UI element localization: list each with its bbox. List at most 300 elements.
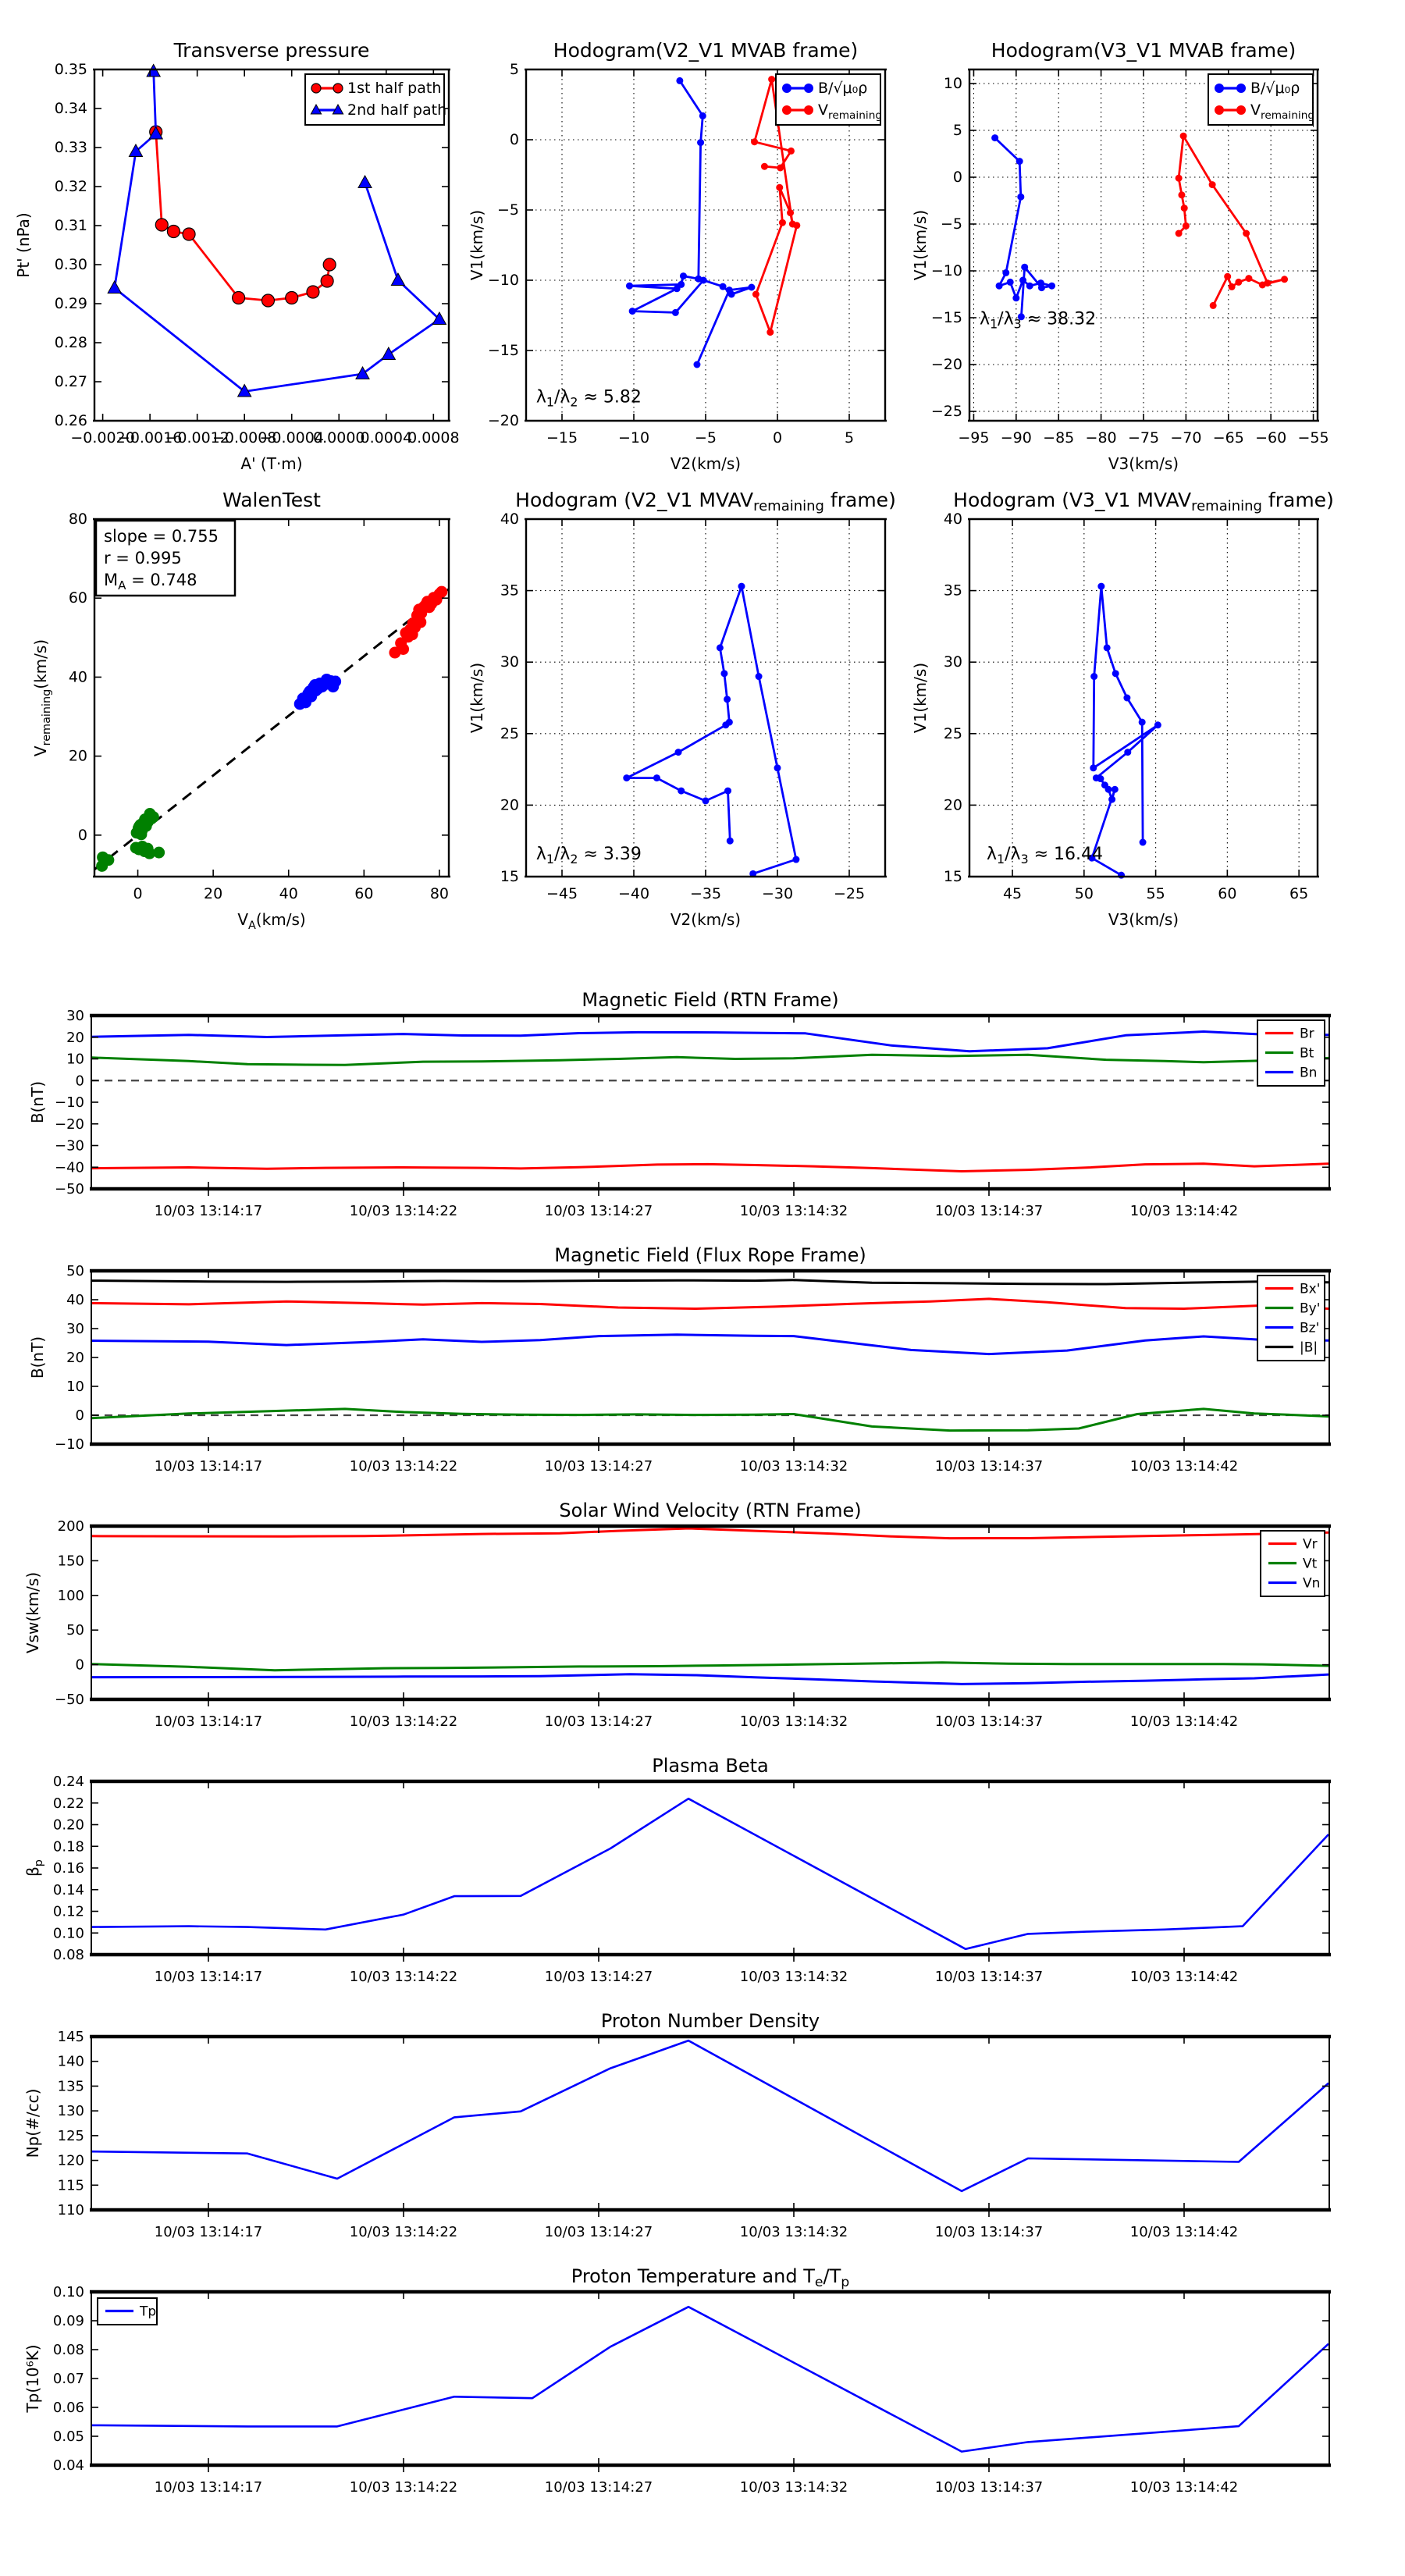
marker-dot (1215, 84, 1224, 93)
marker-dot (309, 679, 321, 691)
x-tick-label: 45 (1002, 885, 1023, 902)
series-line-By' (91, 1409, 1329, 1431)
y-tick-label: 0.06 (52, 2400, 84, 2416)
panel-title: Solar Wind Velocity (RTN Frame) (559, 1500, 862, 1521)
x-tick-label: 55 (1146, 885, 1165, 902)
x-tick-label: 60 (1218, 885, 1237, 902)
y-tick-label: 5 (952, 122, 962, 139)
y-tick-label: 20 (66, 1029, 84, 1046)
x-tick-label: 10/03 13:14:42 (1129, 1713, 1239, 1730)
marker-dot (1097, 583, 1104, 590)
marker-triangle (356, 367, 369, 379)
panel-title: Hodogram (V3_V1 $MVAV_{remaining}$ frame) (953, 489, 1334, 514)
y-tick-label: −10 (55, 1094, 84, 1111)
marker-dot (768, 76, 775, 83)
x-tick-label: −65 (1212, 429, 1244, 447)
panel-title: Magnetic Field (Flux Rope Frame) (554, 1244, 866, 1266)
marker-dot (693, 361, 700, 368)
y-tick-label: 10 (943, 75, 962, 92)
y-tick-label: −30 (55, 1137, 84, 1155)
legend-label: Tp (140, 2304, 157, 2320)
legend-label: Vr (1303, 1536, 1318, 1553)
series-line-V-path (627, 586, 796, 873)
x-tick-label: 10/03 13:14:27 (544, 1969, 653, 1985)
y-tick-label: 0.04 (52, 2457, 84, 2474)
series-line-Bz' (91, 1335, 1329, 1354)
marker-dot (724, 696, 731, 703)
marker-dot (1183, 222, 1190, 229)
y-tick-label: 110 (57, 2202, 84, 2218)
y-axis-label: V1(km/s) (468, 209, 486, 281)
x-tick-label: −60 (1255, 429, 1287, 447)
y-tick-label: −50 (55, 1692, 84, 1708)
marker-dot (1016, 158, 1023, 165)
marker-dot (1112, 786, 1119, 793)
y-tick-label: 0.32 (54, 178, 87, 195)
x-tick-label: 10/03 13:14:32 (739, 2479, 848, 2496)
y-tick-label: −15 (930, 309, 962, 326)
series-line-Bt (91, 1055, 1329, 1065)
panel-title: Transverse pressure (173, 39, 370, 62)
marker-dot (776, 184, 783, 191)
y-tick-label: 0.05 (52, 2428, 84, 2445)
x-tick-label: 40 (279, 885, 298, 902)
marker-dot (767, 329, 774, 336)
marker-dot (751, 138, 758, 145)
marker-dot (626, 283, 633, 290)
x-tick-label: 10/03 13:14:37 (934, 2224, 1044, 2240)
x-tick-label: 10/03 13:14:27 (544, 1203, 653, 1219)
x-tick-label: 65 (1289, 885, 1309, 902)
x-tick-label: 80 (429, 885, 450, 902)
y-axis-label: V1(km/s) (911, 209, 930, 281)
x-tick-label: −35 (689, 885, 722, 902)
x-tick-label: 50 (1074, 885, 1094, 902)
x-tick-label: −10 (617, 429, 650, 447)
marker-dot (1118, 872, 1125, 879)
x-tick-label: 10/03 13:14:22 (349, 1969, 458, 1985)
stats-line: $M_A = 0.748$ (104, 571, 197, 592)
series-line-Bx' (91, 1299, 1329, 1309)
x-tick-label: 10/03 13:14:37 (934, 2479, 1044, 2496)
y-axis-label: Np(#/cc) (23, 2088, 42, 2158)
legend-label: 2nd half path (347, 101, 447, 119)
y-tick-label: −40 (55, 1159, 84, 1176)
marker-dot (738, 583, 745, 590)
marker-dot (782, 105, 791, 115)
panel-title: Proton Temperature and $T_e/T_p$ (571, 2265, 850, 2290)
y-tick-label: 0.22 (52, 1795, 84, 1812)
y-tick-label: 80 (68, 511, 87, 528)
stats-line: r = 0.995 (104, 549, 182, 568)
x-axis-label: V2(km/s) (670, 454, 742, 473)
y-tick-label: 30 (500, 653, 519, 671)
x-tick-label: 10/03 13:14:37 (934, 1969, 1044, 1985)
marker-dot (1224, 273, 1231, 280)
y-tick-label: 0.08 (52, 2342, 84, 2358)
marker-dot (623, 774, 630, 781)
panel-t1 (28, 989, 1331, 1219)
legend-label: $V_{remaining}$ (818, 101, 883, 122)
x-axis-label: V3(km/s) (1108, 454, 1179, 473)
x-tick-label: 10/03 13:14:22 (349, 1458, 458, 1475)
marker-dot (1236, 105, 1246, 115)
marker-dot (702, 797, 710, 804)
x-tick-label: −0.0016 (117, 429, 183, 447)
legend-label: B/√μ₀ρ (818, 80, 868, 97)
marker-circle (333, 84, 343, 93)
x-tick-label: 10/03 13:14:32 (739, 1203, 848, 1219)
x-axis-label: A' (T·m) (240, 454, 303, 473)
y-tick-label: −10 (487, 272, 519, 289)
y-tick-label: 145 (57, 2029, 84, 2045)
y-tick-label: 0.09 (52, 2313, 84, 2329)
y-tick-label: 0.34 (54, 100, 87, 117)
panel-t2 (28, 1244, 1331, 1475)
marker-dot (699, 112, 706, 119)
panel-p5 (468, 489, 896, 929)
marker-dot (678, 788, 685, 795)
x-tick-label: 10/03 13:14:32 (739, 1458, 848, 1475)
marker-dot (1124, 749, 1131, 756)
stats-line: slope = 0.755 (104, 527, 219, 546)
marker-dot (724, 788, 731, 795)
lambda-annotation: $\lambda_1/\lambda_2 \approx 5.82$ (535, 387, 642, 410)
legend-label: Br (1300, 1026, 1314, 1042)
y-tick-label: 0.20 (52, 1816, 84, 1834)
marker-dot (1026, 283, 1033, 290)
marker-dot (1104, 644, 1111, 651)
panel-title: Hodogram (V2_V1 $MVAV_{remaining}$ frame) (515, 489, 896, 514)
marker-triangle (147, 65, 160, 76)
marker-circle (183, 228, 195, 240)
x-tick-label: 10/03 13:14:17 (154, 2224, 263, 2240)
marker-dot (752, 291, 759, 298)
lambda-annotation: $\lambda_1/\lambda_2 \approx 3.39$ (535, 845, 642, 867)
x-tick-label: 0.0008 (407, 429, 460, 447)
legend-label: |B| (1300, 1340, 1318, 1356)
y-axis-label: $V_{remaining}(km/s)$ (31, 639, 53, 757)
y-tick-label: −10 (55, 1436, 84, 1453)
x-tick-label: 10/03 13:14:42 (1129, 1458, 1239, 1475)
marker-dot (629, 308, 636, 315)
x-tick-label: −25 (833, 885, 866, 902)
y-tick-label: 20 (943, 796, 962, 814)
marker-dot (1235, 279, 1242, 286)
marker-dot (672, 309, 679, 316)
x-tick-label: 10/03 13:14:22 (349, 1713, 458, 1730)
x-tick-label: −15 (546, 429, 578, 447)
marker-dot (1019, 277, 1026, 284)
marker-dot (1123, 695, 1130, 702)
panel-title: Plasma Beta (652, 1755, 769, 1777)
marker-circle (155, 219, 168, 231)
lambda-annotation: $\lambda_1/\lambda_3 \approx 16.44$ (987, 845, 1104, 867)
x-tick-label: −45 (546, 885, 578, 902)
marker-dot (727, 838, 734, 845)
y-axis-label: V1(km/s) (468, 662, 486, 734)
y-tick-label: 135 (57, 2078, 84, 2095)
x-tick-label: 10/03 13:14:37 (934, 1713, 1044, 1730)
x-tick-label: −55 (1297, 429, 1329, 447)
x-tick-label: 20 (204, 885, 223, 902)
marker-dot (1090, 764, 1097, 771)
x-axis-label: $V_A(km/s)$ (237, 910, 306, 932)
marker-dot (680, 272, 687, 279)
panel-p6 (911, 489, 1334, 929)
marker-dot (793, 222, 800, 229)
marker-dot (1012, 294, 1019, 301)
marker-dot (782, 84, 791, 93)
marker-dot (804, 84, 813, 93)
marker-dot (787, 209, 794, 216)
marker-circle (323, 258, 336, 271)
panel-title: Hodogram(V2_V1 MVAB frame) (553, 39, 859, 62)
y-tick-label: 0 (952, 169, 962, 186)
x-tick-label: −80 (1085, 429, 1117, 447)
marker-dot (407, 628, 418, 640)
x-tick-label: 10/03 13:14:42 (1129, 1969, 1239, 1985)
x-tick-label: 10/03 13:14:32 (739, 2224, 848, 2240)
y-tick-label: 15 (943, 868, 962, 885)
x-tick-label: 10/03 13:14:42 (1129, 2224, 1239, 2240)
marker-dot (1176, 230, 1183, 237)
x-tick-label: 10/03 13:14:27 (544, 1713, 653, 1730)
x-tick-label: 10/03 13:14:27 (544, 2224, 653, 2240)
x-tick-label: 60 (354, 885, 374, 902)
marker-dot (756, 673, 763, 680)
y-tick-label: −15 (487, 342, 519, 359)
y-tick-label: 0.10 (52, 1925, 84, 1942)
marker-dot (1097, 775, 1104, 782)
marker-dot (1229, 283, 1236, 290)
marker-dot (1215, 105, 1224, 115)
x-tick-label: −70 (1170, 429, 1202, 447)
legend-label: By' (1300, 1300, 1321, 1317)
marker-circle (261, 294, 274, 307)
y-tick-label: 30 (66, 1008, 84, 1024)
panel-p3 (911, 39, 1329, 473)
marker-dot (1259, 282, 1266, 289)
x-tick-label: −90 (1000, 429, 1032, 447)
marker-dot (1180, 133, 1187, 140)
legend-label: Vn (1303, 1575, 1321, 1592)
marker-dot (779, 219, 786, 226)
y-axis-label: B(nT) (28, 1336, 47, 1379)
x-tick-label: 10/03 13:14:17 (154, 1458, 263, 1475)
legend-label: Bx' (1300, 1281, 1321, 1297)
marker-dot (1178, 191, 1185, 198)
marker-dot (414, 617, 426, 628)
marker-dot (717, 644, 724, 651)
marker-dot (397, 643, 409, 655)
y-tick-label: 140 (57, 2053, 84, 2070)
marker-dot (761, 163, 768, 170)
x-tick-label: −30 (761, 885, 794, 902)
x-axis-label: V2(km/s) (670, 910, 742, 929)
x-tick-label: −0.0008 (212, 429, 277, 447)
y-tick-label: 25 (943, 724, 962, 742)
y-tick-label: −20 (55, 1115, 84, 1133)
y-tick-label: 0 (75, 1407, 84, 1424)
panel-p2 (468, 39, 887, 473)
x-tick-label: 10/03 13:14:17 (154, 1203, 263, 1219)
marker-triangle (391, 273, 404, 285)
marker-dot (1245, 275, 1252, 282)
y-tick-label: 0 (75, 1656, 84, 1674)
x-tick-label: −95 (958, 429, 990, 447)
y-axis-label: $\beta_p$ (23, 1859, 45, 1877)
marker-dot (720, 283, 727, 290)
y-tick-label: 130 (57, 2103, 84, 2120)
y-tick-label: 30 (943, 653, 962, 671)
y-tick-label: 5 (509, 61, 519, 78)
y-tick-label: 0.30 (54, 256, 87, 273)
x-tick-label: 0.0004 (360, 429, 413, 447)
y-tick-label: 0.26 (54, 412, 87, 429)
marker-dot (748, 284, 755, 291)
y-tick-label: −50 (55, 1181, 84, 1197)
y-tick-label: 40 (68, 668, 87, 686)
y-tick-label: 20 (500, 796, 519, 814)
marker-circle (167, 226, 180, 238)
y-tick-label: 0.24 (52, 1774, 84, 1790)
y-tick-label: 25 (500, 724, 519, 742)
series-line-Vr (91, 1528, 1329, 1539)
x-tick-label: 10/03 13:14:42 (1129, 1203, 1239, 1219)
y-tick-label: 0.27 (54, 373, 87, 390)
y-tick-label: 30 (66, 1321, 84, 1337)
x-tick-label: 10/03 13:14:22 (349, 2224, 458, 2240)
y-tick-label: 100 (57, 1587, 84, 1604)
marker-dot (720, 670, 727, 677)
x-axis-label: V3(km/s) (1108, 910, 1179, 929)
panel-p4 (31, 489, 450, 932)
marker-circle (307, 286, 319, 298)
y-tick-label: 0.18 (52, 1838, 84, 1856)
panel-t6 (23, 2265, 1331, 2496)
series-line-Vt (91, 1663, 1329, 1670)
series-line-Np (91, 2041, 1329, 2191)
panel-t5 (23, 2010, 1331, 2240)
x-tick-label: 0 (772, 429, 783, 447)
marker-dot (1002, 269, 1009, 276)
series-line-B-alfven (630, 80, 752, 365)
panel-t4 (23, 1755, 1331, 1985)
marker-dot (153, 847, 165, 859)
legend-label: $V_{remaining}$ (1250, 101, 1315, 122)
y-tick-label: 125 (57, 2127, 84, 2144)
y-tick-label: 50 (66, 1263, 84, 1279)
x-tick-label: 10/03 13:14:17 (154, 1713, 263, 1730)
lambda-annotation: $\lambda_1/\lambda_3 \approx 38.32$ (980, 309, 1097, 332)
y-tick-label: 0 (75, 1073, 84, 1090)
marker-dot (1210, 302, 1217, 309)
marker-dot (777, 165, 784, 172)
panel-t3 (23, 1500, 1331, 1730)
x-tick-label: 10/03 13:14:32 (739, 1969, 848, 1985)
y-tick-label: 0.33 (54, 139, 87, 156)
marker-dot (996, 283, 1003, 290)
y-tick-label: 0 (509, 131, 519, 148)
y-tick-label: −10 (930, 262, 962, 279)
y-tick-label: 0.12 (52, 1903, 84, 1920)
marker-dot (1140, 839, 1147, 846)
x-tick-label: 10/03 13:14:37 (934, 1458, 1044, 1475)
panel-title: Magnetic Field (RTN Frame) (582, 989, 839, 1011)
y-tick-label: 0.14 (52, 1881, 84, 1898)
y-tick-label: 40 (66, 1292, 84, 1308)
y-tick-label: −20 (930, 356, 962, 373)
marker-dot (329, 675, 341, 687)
y-tick-label: 0 (77, 826, 87, 844)
marker-circle (321, 275, 333, 287)
y-tick-label: −20 (487, 412, 519, 429)
marker-dot (1139, 719, 1146, 726)
marker-dot (1236, 84, 1246, 93)
y-tick-label: 0.10 (52, 2284, 84, 2300)
y-tick-label: −25 (930, 403, 962, 420)
marker-dot (102, 854, 114, 866)
y-axis-label: B(nT) (28, 1080, 47, 1124)
marker-dot (991, 134, 998, 141)
y-tick-label: 10 (66, 1051, 84, 1068)
marker-dot (1243, 230, 1250, 237)
series-line-|B| (91, 1280, 1329, 1284)
series-line-Br (91, 1164, 1329, 1172)
marker-dot (774, 764, 781, 771)
y-tick-label: 0.16 (52, 1860, 84, 1877)
marker-dot (1021, 264, 1028, 271)
y-tick-label: 0.08 (52, 1947, 84, 1963)
marker-dot (1281, 276, 1288, 283)
legend-label: Bz' (1300, 1320, 1320, 1336)
marker-dot (792, 856, 799, 863)
x-tick-label: 5 (844, 429, 855, 447)
panel-title: Hodogram(V3_V1 MVAB frame) (991, 39, 1297, 62)
marker-dot (436, 586, 447, 598)
y-tick-label: 40 (500, 511, 519, 528)
y-axis-label: V1(km/s) (911, 662, 930, 734)
marker-dot (1112, 670, 1119, 677)
marker-dot (726, 286, 733, 294)
marker-circle (233, 292, 245, 304)
marker-circle (311, 84, 321, 93)
series-line-1st half path (156, 132, 330, 301)
y-tick-label: 10 (66, 1379, 84, 1395)
y-tick-label: 50 (66, 1622, 84, 1639)
marker-dot (1017, 194, 1024, 201)
marker-dot (653, 774, 660, 781)
marker-dot (1048, 283, 1055, 290)
x-tick-label: 0 (133, 885, 143, 902)
legend-label: B/√μ₀ρ (1250, 80, 1300, 97)
marker-dot (1209, 181, 1216, 188)
y-tick-label: 35 (500, 582, 519, 600)
x-tick-label: −75 (1127, 429, 1160, 447)
series-line-V-path (1092, 586, 1158, 875)
x-tick-label: 10/03 13:14:32 (739, 1713, 848, 1730)
marker-dot (788, 148, 795, 155)
y-tick-label: 60 (68, 589, 87, 607)
x-tick-label: 10/03 13:14:22 (349, 1203, 458, 1219)
y-axis-label: Tp(10⁶K) (23, 2344, 42, 2413)
x-tick-label: 0.0000 (313, 429, 365, 447)
y-tick-label: 20 (66, 1350, 84, 1366)
marker-dot (675, 749, 682, 756)
y-tick-label: 40 (943, 511, 962, 528)
marker-dot (1176, 175, 1183, 182)
